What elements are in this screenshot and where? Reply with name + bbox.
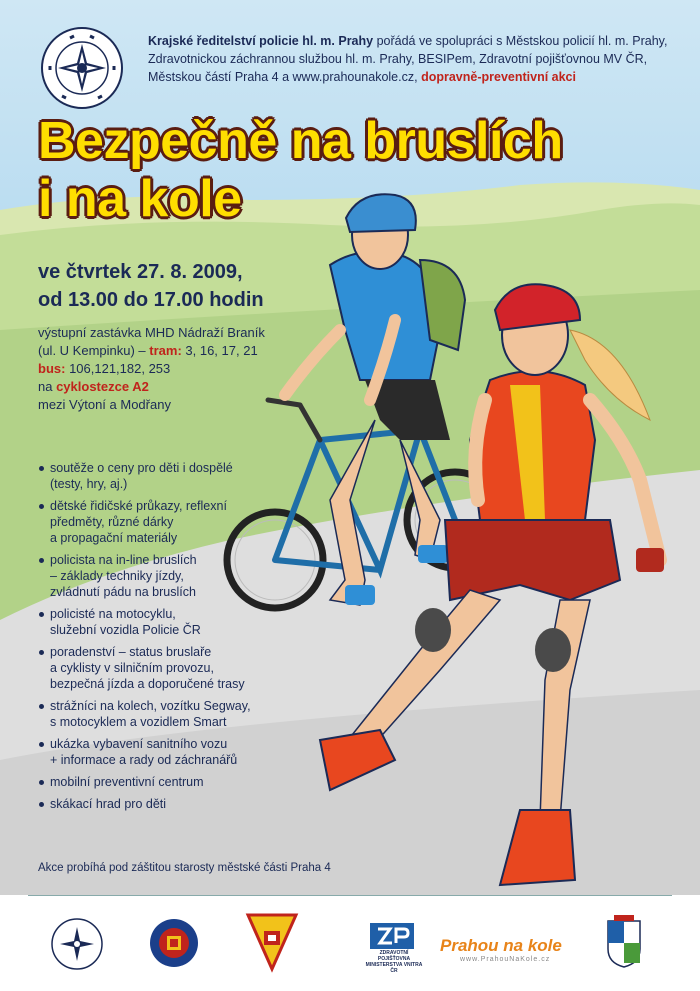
event-location: [38, 324, 265, 414]
location-line-5: mezi Výtoní a Modřany: [38, 397, 171, 412]
municipal-police-prague-logo: [148, 917, 200, 969]
date-line-1: ve čtvrtek 27. 8. 2009,: [38, 261, 243, 283]
prahou-na-kole-url: www.PrahouNaKole.cz: [460, 956, 551, 963]
bus-label: bus:: [38, 361, 66, 376]
patronage-note: Akce probíhá pod záštitou starosty městské části Praha 4: [38, 862, 331, 874]
organizer-line2: Zdravotnickou záchrannou službou hl. m. Prahy, BESIPem, Zdravotní pojišťovnou MV ČR,: [148, 52, 648, 66]
partner-logos-footer: [0, 895, 700, 991]
zpmv-logo: [370, 923, 414, 949]
event-type: dopravně-preventivní akci: [421, 70, 576, 84]
list-item: policista na in-line bruslích – základy techniky jízdy, zvládnutí pádu na bruslích: [38, 552, 298, 600]
organizer-name: Krajské ředitelství policie hl. m. Prahy: [148, 34, 374, 48]
list-item: mobilní preventivní centrum: [38, 774, 298, 790]
list-item: strážníci na kolech, vozítku Segway, s motocyklem a vozidlem Smart: [38, 698, 298, 730]
footer-divider: [28, 895, 672, 896]
bus-values: 106,121,182, 253: [65, 361, 171, 376]
location-line-1: výstupní zastávka MHD Nádraží Braník: [38, 325, 265, 340]
list-item: dětské řidičské průkazy, reflexní předměty, různé dárky a propagační materiály: [38, 498, 298, 546]
bike-path-name: cyklostezce A2: [56, 379, 149, 394]
prahou-na-kole-logo: [440, 936, 562, 963]
program-list: [38, 460, 298, 818]
location-line-2: (ul. U Kempinku) –: [38, 343, 150, 358]
event-title: [38, 112, 563, 228]
header-block: [24, 22, 684, 94]
organizer-line1: pořádá ve spolupráci s Městskou policií hl. m. Prahy,: [373, 34, 668, 48]
location-line-4: na: [38, 379, 57, 394]
list-item: policisté na motocyklu, služební vozidla Policie ČR: [38, 606, 298, 638]
organizer-line3: Městskou částí Praha 4 a www.prahounakole.cz,: [148, 70, 422, 84]
zpmv-caption: ZDRAVOTNÍ POJIŠŤOVNA MINISTERSTVA VNITRA ČR: [365, 950, 423, 974]
title-line-2: i na kole: [38, 170, 242, 228]
zzs-prague-logo: [244, 911, 300, 973]
list-item: soutěže o ceny pro děti i dospělé (testy, hry, aj.): [38, 460, 298, 492]
police-cr-footer-logo: [50, 917, 104, 971]
tram-values: 3, 16, 17, 21: [181, 343, 258, 358]
title-line-1: Bezpečně na bruslích: [38, 112, 563, 170]
prahou-na-kole-title: Prahou na kole: [440, 936, 562, 955]
list-item: skákací hrad pro děti: [38, 796, 298, 812]
police-cr-logo: [40, 26, 124, 110]
praha-4-coat-of-arms: [604, 913, 644, 969]
organizer-text: [148, 32, 668, 86]
list-item: poradenství – status bruslaře a cyklisty v silničním provozu, bezpečná jízda a doporučené trasy: [38, 644, 298, 692]
tram-label: tram:: [149, 343, 182, 358]
list-item: ukázka vybavení sanitního vozu + informace a rady od záchranářů: [38, 736, 298, 768]
date-line-2: od 13.00 do 17.00 hodin: [38, 289, 264, 311]
cyclist-figure: [285, 194, 465, 605]
event-date: [38, 258, 264, 314]
